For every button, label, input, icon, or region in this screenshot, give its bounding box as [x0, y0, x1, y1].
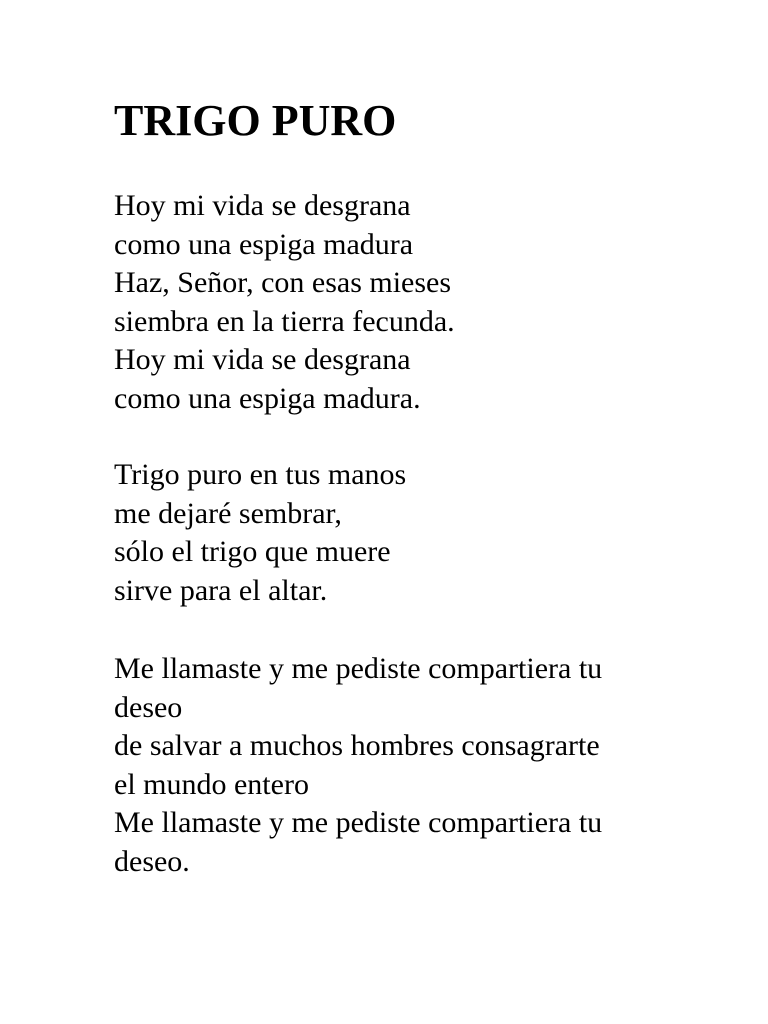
verse-line: el mundo entero — [114, 767, 309, 801]
verse-line: Me llamaste y me pediste compartiera tu — [114, 806, 603, 839]
verse-line: siembra en la tierra fecunda. — [114, 304, 455, 338]
verse-line: Haz, Señor, con esas mieses — [114, 266, 452, 299]
stanza-3 — [114, 650, 602, 881]
page-title: TRIGO PURO — [114, 96, 397, 145]
verse-line: como una espiga madura — [114, 227, 414, 261]
verse-line: me dejaré sembrar, — [114, 496, 342, 530]
verse-line: de salvar a muchos hombres consagrarte — [114, 729, 600, 762]
verse-line: como una espiga madura. — [114, 381, 421, 415]
stanza-1 — [114, 187, 455, 418]
verse-line: Trigo puro en tus manos — [114, 458, 407, 491]
verse-line: deseo — [114, 690, 183, 724]
stanza-2 — [114, 456, 406, 610]
verse-line: sirve para el altar. — [114, 573, 328, 607]
verse-line: sólo el trigo que muere — [114, 535, 391, 568]
verse-line: Hoy mi vida se desgrana — [114, 189, 411, 222]
verse-line: deseo. — [114, 844, 190, 878]
verse-line: Me llamaste y me pediste compartiera tu — [114, 652, 603, 685]
verse-line: Hoy mi vida se desgrana — [114, 343, 411, 376]
